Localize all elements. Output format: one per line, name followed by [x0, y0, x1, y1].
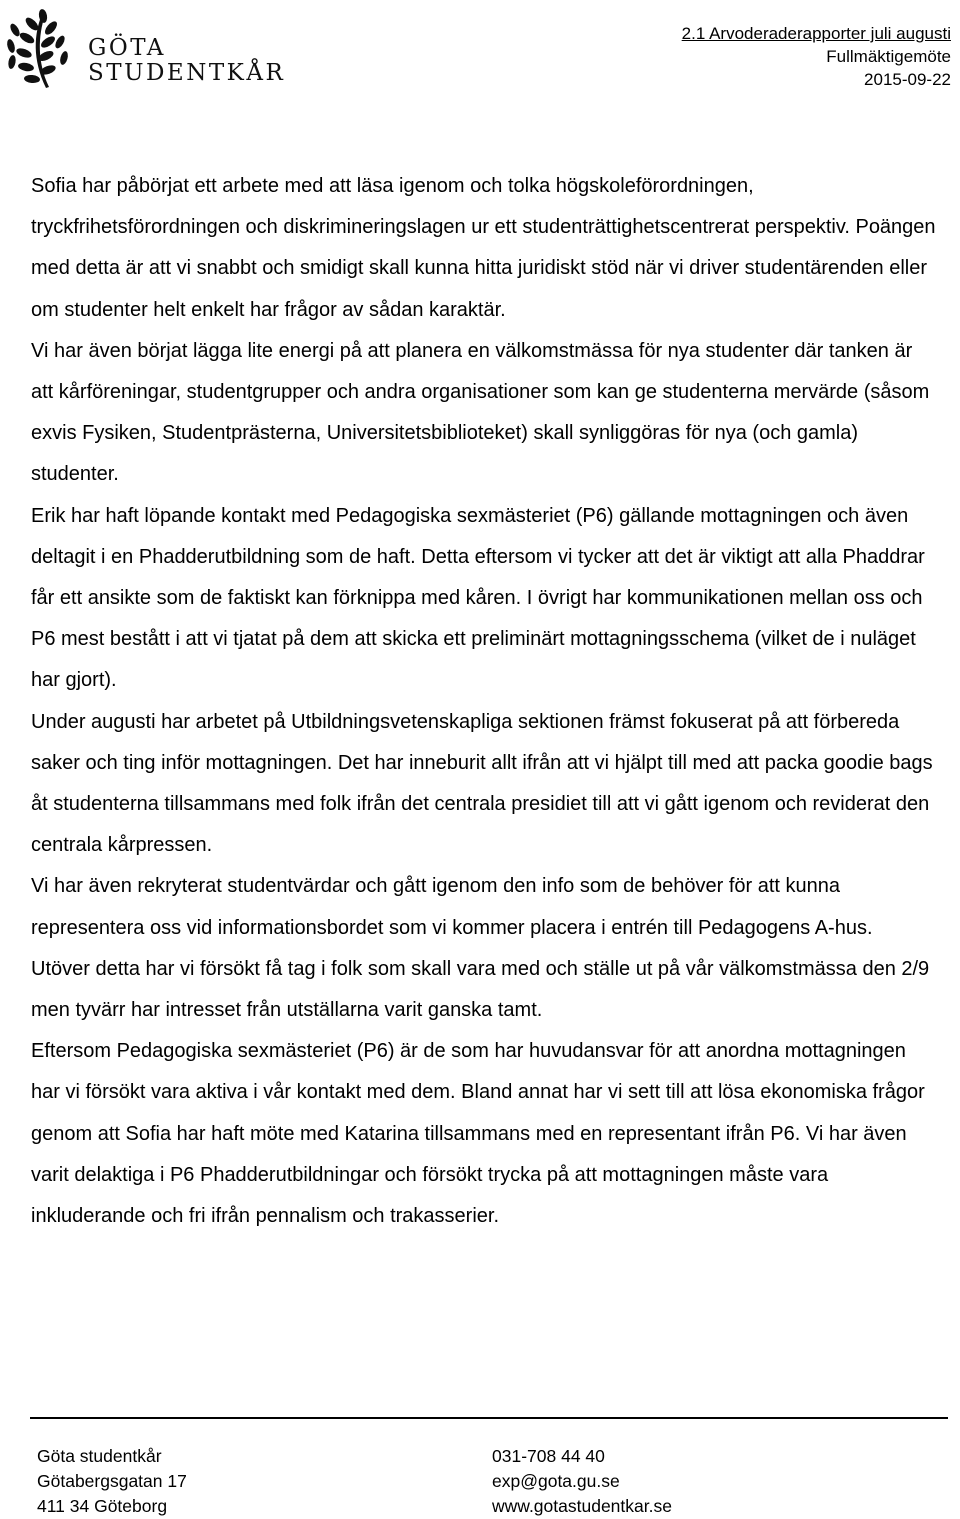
- footer-street: Götabergsgatan 17: [37, 1471, 187, 1491]
- document-header: [682, 22, 951, 91]
- paragraph: Vi har även börjat lägga lite energi på att planera en välkomstmässa för nya studenter där tanken är att kårföreningar, studentgrupper och andra organisationer som kan ge studenterna mervärde (såsom exvis Fysiken, Studentprästerna, Universitetsbiblioteket) skall synliggöras för nya (och gamla) studenter.: [31, 339, 930, 486]
- footer-contact: [492, 1444, 672, 1519]
- logo-line-2: STUDENTKÅR: [88, 60, 286, 86]
- paragraph: Erik har haft löpande kontakt med Pedagogiska sexmästeriet (P6) gällande mottagningen och även deltagit i en Phadderutbildning som de haft. Detta eftersom vi tycker att det är viktigt att alla Phaddrar får ett ansikte som de faktiskt kan förknippa med kåren. I övrigt har kommunikationen mellan oss och P6 mest bestått i att vi tjatat på dem att skicka ett preliminärt mottagningsschema (vilket de i nuläget har gjort).: [31, 504, 925, 692]
- meeting-date: 2015-09-22: [864, 70, 951, 89]
- footer-org: Göta studentkår: [37, 1446, 162, 1466]
- report-body: [31, 166, 936, 1237]
- footer-divider: [30, 1417, 948, 1419]
- footer-phone: 031-708 44 40: [492, 1446, 605, 1466]
- organization-logo: [0, 0, 286, 100]
- logo-line-1: GÖTA: [88, 35, 166, 61]
- meeting-name: Fullmäktigemöte: [826, 47, 951, 66]
- laurel-wreath-icon: [2, 4, 82, 92]
- paragraph: Eftersom Pedagogiska sexmästeriet (P6) är de som har huvudansvar för att anordna mottagningen har vi försökt vara aktiva i vår kontakt med dem. Bland annat har vi sett till att lösa ekonomiska frågor genom att Sofia har haft möte med Katarina tillsammans med en representant ifrån P6. Vi har även varit delaktiga i P6 Phadderutbildningar och försökt trycka på att mottagningen måste vara inkluderande och fri ifrån pennalism och trakasserier.: [31, 1040, 925, 1228]
- paragraph: Under augusti har arbetet på Utbildningsvetenskapliga sektionen främst fokuserat på att förbereda saker och ting inför mottagningen. Det har inneburit allt ifrån att vi hjälpt till med att packa goodie bags åt studenterna tillsammans med folk ifrån det centrala presidiet till att vi gått igenom och reviderat den centrala kårpressen.: [31, 710, 933, 857]
- logo-wordmark: [88, 36, 285, 86]
- document-title: 2.1 Arvoderaderapporter juli augusti: [681, 24, 951, 43]
- paragraph: Sofia har påbörjat ett arbete med att läsa igenom och tolka högskoleförordningen, tryckfrihetsförordningen och diskrimineringslagen ur ett studenträttighetscentrerat perspektiv. Poängen med detta är att vi snabbt och smidigt skall kunna hitta juridiskt stöd när vi driver studentärenden eller om studenter helt enkelt har frågor av sådan karaktär.: [31, 175, 936, 321]
- footer-city: 411 34 Göteborg: [37, 1496, 168, 1516]
- footer-address: [37, 1444, 187, 1519]
- footer-email: exp@gota.gu.se: [492, 1471, 620, 1491]
- paragraph: Vi har även rekryterat studentvärdar och gått igenom den info som de behöver för att kunna representera oss vid informationsbordet som vi kommer placera i entrén till Pedagogens A-hus. Utöver detta har vi försökt få tag i folk som skall vara med och ställe ut på vår välkomstmässa den 2/9 men tyvärr har intresset från utställarna varit ganska tamt.: [31, 875, 930, 1022]
- footer-web: www.gotastudentkar.se: [492, 1496, 672, 1516]
